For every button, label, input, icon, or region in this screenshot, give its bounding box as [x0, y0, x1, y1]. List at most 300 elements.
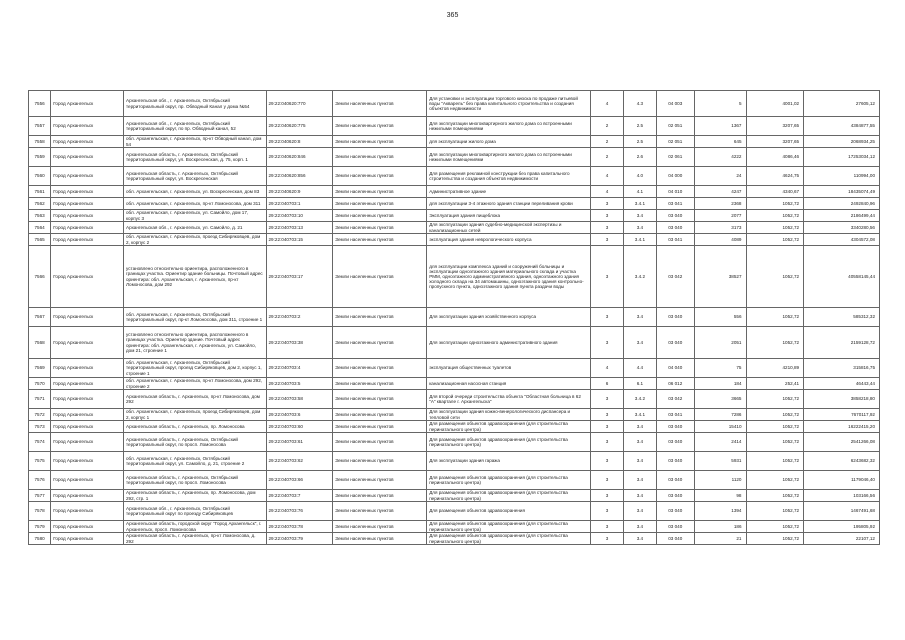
use-code-cell: 03 040	[656, 327, 694, 359]
specific-value-cell: 1052,72	[746, 246, 804, 308]
cadastral-number-cell: 29:22:040703:2	[266, 308, 333, 327]
cadastral-value-cell: 2541266,08	[804, 433, 880, 452]
municipality-cell: Город Архангельск	[51, 308, 124, 327]
specific-value-cell: 1052,72	[746, 222, 804, 234]
subgroup-cell: 3.4	[624, 452, 656, 471]
table-row	[29, 490, 880, 502]
row-number-cell: 7558	[29, 136, 51, 148]
use-code-cell: 03 042	[656, 246, 694, 308]
area-cell: 556	[694, 308, 746, 327]
specific-value-cell: 1052,72	[746, 210, 804, 222]
table-row	[29, 390, 880, 409]
specific-value-cell: 4001,02	[746, 91, 804, 117]
specific-value-cell: 1052,72	[746, 490, 804, 502]
table-row	[29, 452, 880, 471]
use-code-cell: 02 061	[656, 148, 694, 167]
use-code-cell: 03 042	[656, 390, 694, 409]
subgroup-cell: 3.4	[624, 521, 656, 533]
group-cell: 2	[590, 148, 623, 167]
cadastral-number-cell: 29:22:040620:9	[266, 186, 333, 198]
table-row	[29, 198, 880, 210]
cadastral-value-cell: 40558145,44	[804, 246, 880, 308]
area-cell: 2368	[694, 198, 746, 210]
specific-value-cell: 1052,72	[746, 433, 804, 452]
subgroup-cell: 2.5	[624, 117, 656, 136]
permitted-use-cell: Для размещения объектов здравоохранения (для строительства перинатального центра)	[427, 490, 591, 502]
row-number-cell: 7570	[29, 378, 51, 390]
permitted-use-cell: Для размещения рекламной конструкции без права капитального строительства и создания объектов недвижимости	[427, 167, 591, 186]
row-number-cell: 7574	[29, 433, 51, 452]
permitted-use-cell: Для эксплуатации здания хозяйственного корпуса	[427, 308, 591, 327]
group-cell: 4	[590, 359, 623, 378]
subgroup-cell: 3.4	[624, 502, 656, 521]
land-category-cell: Земли населенных пунктов	[333, 327, 427, 359]
municipality-cell: Город Архангельск	[51, 490, 124, 502]
row-number-cell: 7575	[29, 452, 51, 471]
cadastral-number-cell: 29:22:040703:17	[266, 246, 333, 308]
land-category-cell: Земли населенных пунктов	[333, 433, 427, 452]
address-cell: обл. Архангельская, г. Архангельск, ул. Самойло, дом 17, корпус 3	[124, 210, 267, 222]
municipality-cell: Город Архангельск	[51, 117, 124, 136]
land-category-cell: Земли населенных пунктов	[333, 186, 427, 198]
cadastral-number-cell: 29:22:040620:856	[266, 167, 333, 186]
use-code-cell: 04 000	[656, 167, 694, 186]
cadastral-number-cell: 29:22:040703:5	[266, 378, 333, 390]
cadastral-value-cell: 7670117,92	[804, 409, 880, 421]
area-cell: 2414	[694, 433, 746, 452]
area-cell: 645	[694, 136, 746, 148]
permitted-use-cell: Для размещения объектов здравоохранения (для строительства перинатального центра)	[427, 521, 591, 533]
cadastral-number-cell: 29:22:040703:15	[266, 234, 333, 246]
row-number-cell: 7562	[29, 198, 51, 210]
permitted-use-cell: Для установки и эксплуатации торгового киоска по продаже питьевой воды "Акварель" без права капитального строительства и создания объектов недвижимости	[427, 91, 591, 117]
specific-value-cell: 1052,72	[746, 327, 804, 359]
permitted-use-cell: для эксплуатации жилого дома	[427, 136, 591, 148]
subgroup-cell: 3.4	[624, 421, 656, 433]
permitted-use-cell: эксплуатация общественных туалетов	[427, 359, 591, 378]
cadastral-value-cell: 110994,00	[804, 167, 880, 186]
area-cell: 4089	[694, 234, 746, 246]
group-cell: 4	[590, 91, 623, 117]
group-cell: 3	[590, 533, 623, 545]
subgroup-cell: 3.4	[624, 471, 656, 490]
cadastral-value-cell: 103166,56	[804, 490, 880, 502]
cadastral-number-cell: 29:22:040703:6	[266, 409, 333, 421]
cadastral-number-cell: 29:22:040703:60	[266, 421, 333, 433]
permitted-use-cell: эксплуатация здания неврологического корпуса	[427, 234, 591, 246]
subgroup-cell: 3.4	[624, 222, 656, 234]
group-cell: 3	[590, 452, 623, 471]
land-category-cell: Земли населенных пунктов	[333, 222, 427, 234]
use-code-cell: 04 003	[656, 91, 694, 117]
table-row	[29, 246, 880, 308]
cadastral-number-cell: 29:22:040703:1	[266, 198, 333, 210]
row-number-cell: 7576	[29, 471, 51, 490]
cadastral-value-cell: 3858218,80	[804, 390, 880, 409]
cadastral-number-cell: 29:22:040703:10	[266, 210, 333, 222]
land-category-cell: Земли населенных пунктов	[333, 521, 427, 533]
subgroup-cell: 3.4.1	[624, 409, 656, 421]
municipality-cell: Город Архангельск	[51, 390, 124, 409]
group-cell: 2	[590, 136, 623, 148]
group-cell: 3	[590, 327, 623, 359]
subgroup-cell: 3.4	[624, 533, 656, 545]
cadastral-value-cell: 16222415,20	[804, 421, 880, 433]
land-category-cell: Земли населенных пунктов	[333, 378, 427, 390]
area-cell: 1120	[694, 471, 746, 490]
address-cell: Архангельская область, г. Архангельск, Октябрьский территориальный округ, ул. Воскресенская, д. 75, корп. 1	[124, 148, 267, 167]
address-cell: обл. Архангельская, г. Архангельск, проезд Сибиряковцев, дом 2, корпус 1	[124, 409, 267, 421]
table-row	[29, 308, 880, 327]
cadastral-number-cell: 29:22:040703:4	[266, 359, 333, 378]
subgroup-cell: 4.1	[624, 186, 656, 198]
table-row	[29, 222, 880, 234]
address-cell: обл. Архангельская, г. Архангельск, Октябрьский территориальный округ, пр-кт Ломоносова, дом 311, строение 1	[124, 308, 267, 327]
row-number-cell: 7564	[29, 222, 51, 234]
cadastral-value-table	[28, 90, 880, 545]
area-cell: 98	[694, 490, 746, 502]
permitted-use-cell: Административное здание	[427, 186, 591, 198]
land-category-cell: Земли населенных пунктов	[333, 490, 427, 502]
row-number-cell: 7569	[29, 359, 51, 378]
table-row	[29, 502, 880, 521]
cadastral-value-cell: 195805,92	[804, 521, 880, 533]
group-cell: 3	[590, 308, 623, 327]
subgroup-cell: 3.4.1	[624, 234, 656, 246]
use-code-cell: 04 010	[656, 186, 694, 198]
land-category-cell: Земли населенных пунктов	[333, 136, 427, 148]
area-cell: 21	[694, 533, 746, 545]
area-cell: 24	[694, 167, 746, 186]
group-cell: 3	[590, 421, 623, 433]
subgroup-cell: 6.1	[624, 378, 656, 390]
address-cell: обл. Архангельская, г. Архангельск, ул. Воскресенская, дом 83	[124, 186, 267, 198]
specific-value-cell: 1052,72	[746, 234, 804, 246]
specific-value-cell: 1052,72	[746, 390, 804, 409]
area-cell: 5931	[694, 452, 746, 471]
municipality-cell: Город Архангельск	[51, 198, 124, 210]
area-cell: 7286	[694, 409, 746, 421]
cadastral-value-cell: 22107,12	[804, 533, 880, 545]
table-row	[29, 234, 880, 246]
municipality-cell: Город Архангельск	[51, 136, 124, 148]
address-cell: Архангельская обл., г. Архангельск, Октябрьский территориальный округ, по пр. Обводный канал, 52	[124, 117, 267, 136]
cadastral-number-cell: 29:22:040703:66	[266, 471, 333, 490]
land-category-cell: Земли населенных пунктов	[333, 234, 427, 246]
cadastral-number-cell: 29:22:040703:78	[266, 521, 333, 533]
table-row	[29, 521, 880, 533]
area-cell: 3173	[694, 222, 746, 234]
table-row	[29, 378, 880, 390]
group-cell: 3	[590, 222, 623, 234]
address-cell: обл. Архангельская, г. Архангельск, проезд Сибиряковцев, дом 2, корпус 2	[124, 234, 267, 246]
cadastral-value-cell: 2492840,96	[804, 198, 880, 210]
land-category-cell: Земли населенных пунктов	[333, 210, 427, 222]
land-category-cell: Земли населенных пунктов	[333, 421, 427, 433]
permitted-use-cell: Для эксплуатации одноэтажного административного здания	[427, 327, 591, 359]
use-code-cell: 03 040	[656, 421, 694, 433]
specific-value-cell: 1052,72	[746, 452, 804, 471]
subgroup-cell: 3.4	[624, 490, 656, 502]
specific-value-cell: 4624,75	[746, 167, 804, 186]
permitted-use-cell: Для размещения объектов здравоохранения (для строительства перинатального центра)	[427, 471, 591, 490]
municipality-cell: Город Архангельск	[51, 378, 124, 390]
municipality-cell: Город Архангельск	[51, 452, 124, 471]
subgroup-cell: 3.4	[624, 433, 656, 452]
municipality-cell: Город Архангельск	[51, 210, 124, 222]
specific-value-cell: 1052,72	[746, 409, 804, 421]
row-number-cell: 7560	[29, 167, 51, 186]
municipality-cell: Город Архангельск	[51, 359, 124, 378]
permitted-use-cell: Для размещения объектов здравоохранения (для строительства перинатального центра)	[427, 433, 591, 452]
address-cell: обл. Архангельская, г. Архангельск, пр-кт Ломоносова, дом 292, строение 2	[124, 378, 267, 390]
address-cell: обл. Архангельская, г. Архангельск, пр-кт Ломоносова, дом 311	[124, 198, 267, 210]
specific-value-cell: 4086,46	[746, 148, 804, 167]
municipality-cell: Город Архангельск	[51, 246, 124, 308]
address-cell: Архангельская область, г. Архангельск, пр. Ломоносова	[124, 421, 267, 433]
land-category-cell: Земли населенных пунктов	[333, 308, 427, 327]
group-cell: 3	[590, 521, 623, 533]
cadastral-value-cell: 1467491,68	[804, 502, 880, 521]
land-category-cell: Земли населенных пунктов	[333, 452, 427, 471]
land-category-cell: Земли населенных пунктов	[333, 246, 427, 308]
group-cell: 3	[590, 490, 623, 502]
address-cell: обл. Архангельская, г. Архангельск, Октябрьский территориальный округ, ул. Самойло, д. 21, строение 2	[124, 452, 267, 471]
address-cell: Архангельская область, г. Архангельск, пр. Ломоносова, дом 292, стр. 1	[124, 490, 267, 502]
row-number-cell: 7572	[29, 409, 51, 421]
permitted-use-cell: Для эксплуатации многоквартирного жилого дома со встроенными нежилыми помещениями	[427, 117, 591, 136]
subgroup-cell: 2.6	[624, 148, 656, 167]
cadastral-value-cell: 6243682,32	[804, 452, 880, 471]
permitted-use-cell: для эксплуатации 3-4 этажного здания станции переливания крови	[427, 198, 591, 210]
area-cell: 4247	[694, 186, 746, 198]
table-row	[29, 433, 880, 452]
group-cell: 3	[590, 409, 623, 421]
subgroup-cell: 2.5	[624, 136, 656, 148]
row-number-cell: 7573	[29, 421, 51, 433]
cadastral-value-cell: 27605,12	[804, 91, 880, 117]
address-cell: Архангельская область, г. Архангельск, пр-кт Ломоносова, д. 292	[124, 533, 267, 545]
area-cell: 38527	[694, 246, 746, 308]
use-code-cell: 03 040	[656, 533, 694, 545]
use-code-cell: 03 041	[656, 234, 694, 246]
use-code-cell: 03 040	[656, 308, 694, 327]
address-cell: Архангельская обл., г. Архангельск, Октябрьский территориальный округ, пр. Обводный Канал у дома №54	[124, 91, 267, 117]
table-row	[29, 148, 880, 167]
group-cell: 3	[590, 246, 623, 308]
table-row	[29, 186, 880, 198]
municipality-cell: Город Архангельск	[51, 186, 124, 198]
table-row	[29, 327, 880, 359]
group-cell: 4	[590, 167, 623, 186]
address-cell: установлено относительно ориентира, расположенного в границах участка. Ориентир здание больницы. Почтовый адрес ориентира: обл. Архангельская, г. Архангельск, пр-кт Ломоносова, дом 292	[124, 246, 267, 308]
permitted-use-cell: канализационная насосная станция	[427, 378, 591, 390]
row-number-cell: 7580	[29, 533, 51, 545]
municipality-cell: Город Архангельск	[51, 148, 124, 167]
row-number-cell: 7556	[29, 91, 51, 117]
use-code-cell: 03 040	[656, 471, 694, 490]
table-row	[29, 359, 880, 378]
row-number-cell: 7579	[29, 521, 51, 533]
group-cell: 3	[590, 198, 623, 210]
table-row	[29, 421, 880, 433]
specific-value-cell: 1052,72	[746, 533, 804, 545]
permitted-use-cell: Для эксплуатации здания кожно-венерологического диспансера и тепловой сети	[427, 409, 591, 421]
cadastral-value-cell: 3340280,56	[804, 222, 880, 234]
cadastral-number-cell: 29:22:040703:62	[266, 452, 333, 471]
row-number-cell: 7566	[29, 246, 51, 308]
cadastral-number-cell: 29:22:040703:13	[266, 222, 333, 234]
municipality-cell: Город Архангельск	[51, 521, 124, 533]
group-cell: 4	[590, 186, 623, 198]
cadastral-value-cell: 315816,75	[804, 359, 880, 378]
municipality-cell: Город Архангельск	[51, 433, 124, 452]
row-number-cell: 7559	[29, 148, 51, 167]
address-cell: Архангельская область, г. Архангельск, пр-кт Ломоносова, дом 292	[124, 390, 267, 409]
land-category-cell: Земли населенных пунктов	[333, 502, 427, 521]
land-category-cell: Земли населенных пунктов	[333, 117, 427, 136]
page-number: 365	[446, 12, 459, 19]
row-number-cell: 7577	[29, 490, 51, 502]
table-row	[29, 91, 880, 117]
area-cell: 1367	[694, 117, 746, 136]
specific-value-cell: 4210,89	[746, 359, 804, 378]
row-number-cell: 7565	[29, 234, 51, 246]
municipality-cell: Город Архангельск	[51, 222, 124, 234]
permitted-use-cell: Эксплуатация здания пищеблока	[427, 210, 591, 222]
group-cell: 3	[590, 471, 623, 490]
cadastral-number-cell: 29:22:040620:846	[266, 148, 333, 167]
cadastral-value-cell: 17253034,12	[804, 148, 880, 167]
land-category-cell: Земли населенных пунктов	[333, 148, 427, 167]
area-cell: 4222	[694, 148, 746, 167]
cadastral-value-cell: 18435074,49	[804, 186, 880, 198]
table-row	[29, 210, 880, 222]
municipality-cell: Город Архангельск	[51, 234, 124, 246]
area-cell: 15410	[694, 421, 746, 433]
subgroup-cell: 4.4	[624, 359, 656, 378]
municipality-cell: Город Архангельск	[51, 421, 124, 433]
municipality-cell: Город Архангельск	[51, 502, 124, 521]
row-number-cell: 7568	[29, 327, 51, 359]
permitted-use-cell: Для второй очереди строительства объекта "Областная больница в 62 "А" квартале г. Архангельска"	[427, 390, 591, 409]
area-cell: 186	[694, 521, 746, 533]
subgroup-cell: 3.4	[624, 308, 656, 327]
subgroup-cell: 4.0	[624, 167, 656, 186]
group-cell: 6	[590, 378, 623, 390]
permitted-use-cell: Для эксплуатации здания гаража	[427, 452, 591, 471]
address-cell: Архангельская область, г. Архангельск, Октябрьский территориальный округ, по просп. Ломоносова	[124, 471, 267, 490]
specific-value-cell: 4340,67	[746, 186, 804, 198]
group-cell: 3	[590, 433, 623, 452]
row-number-cell: 7563	[29, 210, 51, 222]
cadastral-value-cell: 4304572,08	[804, 234, 880, 246]
cadastral-value-cell: 2186499,44	[804, 210, 880, 222]
row-number-cell: 7571	[29, 390, 51, 409]
municipality-cell: Город Архангельск	[51, 167, 124, 186]
address-cell: Архангельская обл., г. Архангельск, Октябрьский территориальный округ по проезду Сибиряковцев	[124, 502, 267, 521]
table-row	[29, 117, 880, 136]
subgroup-cell: 4.3	[624, 91, 656, 117]
table-row	[29, 136, 880, 148]
cadastral-number-cell: 29:22:040620:775	[266, 117, 333, 136]
specific-value-cell: 1052,72	[746, 521, 804, 533]
table-row	[29, 533, 880, 545]
cadastral-number-cell: 29:22:040620:770	[266, 91, 333, 117]
cadastral-number-cell: 29:22:040703:7	[266, 490, 333, 502]
address-cell: обл. Архангельская, г. Архангельск, пр-кт Обводный канал, дом 54	[124, 136, 267, 148]
table-row	[29, 471, 880, 490]
permitted-use-cell: Для эксплуатации многоквартирного жилого дома со встроенными нежилыми помещениями	[427, 148, 591, 167]
cadastral-number-cell: 29:22:040703:76	[266, 502, 333, 521]
use-code-cell: 04 040	[656, 359, 694, 378]
cadastral-value-cell: 585312,32	[804, 308, 880, 327]
permitted-use-cell: Для эксплуатации здания судебно-медицинской экспертизы и канализационных сетей	[427, 222, 591, 234]
area-cell: 5	[694, 91, 746, 117]
land-category-cell: Земли населенных пунктов	[333, 91, 427, 117]
cadastral-number-cell: 29:22:040620:8	[266, 136, 333, 148]
specific-value-cell: 3207,65	[746, 136, 804, 148]
permitted-use-cell: для эксплуатации комплекса зданий и сооружений больницы и эксплуатации одноэтажного здания материального склада и участка РММ, одноэтажного административного здания, одноэтажного здания холодного склада на 34 автомашины, одноэтажного здания контрольно-пропускного пункта, одноэтажного здания пункта раздачи воды	[427, 246, 591, 308]
permitted-use-cell: Для размещения объектов здравоохранения	[427, 502, 591, 521]
specific-value-cell: 1052,72	[746, 308, 804, 327]
cadastral-value-cell: 4384877,55	[804, 117, 880, 136]
row-number-cell: 7578	[29, 502, 51, 521]
address-cell: обл. Архангельская, г. Архангельск, Октябрьский территориальный округ, проезд Сибиряковцев, дом 2, корпус 1, строение 1	[124, 359, 267, 378]
area-cell: 184	[694, 378, 746, 390]
subgroup-cell: 3.4	[624, 210, 656, 222]
area-cell: 3665	[694, 390, 746, 409]
subgroup-cell: 3.4.1	[624, 198, 656, 210]
address-cell: Архангельская область, г. Архангельск, Октябрьский территориальный округ, ул. Воскресенская	[124, 167, 267, 186]
land-category-cell: Земли населенных пунктов	[333, 198, 427, 210]
use-code-cell: 03 040	[656, 452, 694, 471]
table-row	[29, 409, 880, 421]
specific-value-cell: 1052,72	[746, 198, 804, 210]
area-cell: 75	[694, 359, 746, 378]
use-code-cell: 03 041	[656, 198, 694, 210]
table-row	[29, 167, 880, 186]
use-code-cell: 02 051	[656, 117, 694, 136]
group-cell: 3	[590, 210, 623, 222]
group-cell: 3	[590, 234, 623, 246]
land-category-cell: Земли населенных пунктов	[333, 167, 427, 186]
use-code-cell: 02 051	[656, 136, 694, 148]
row-number-cell: 7567	[29, 308, 51, 327]
subgroup-cell: 3.4.2	[624, 246, 656, 308]
specific-value-cell: 3207,65	[746, 117, 804, 136]
land-category-cell: Земли населенных пунктов	[333, 359, 427, 378]
cadastral-number-cell: 29:22:040703:79	[266, 533, 333, 545]
use-code-cell: 03 040	[656, 502, 694, 521]
cadastral-number-cell: 29:22:040703:58	[266, 390, 333, 409]
row-number-cell: 7557	[29, 117, 51, 136]
use-code-cell: 03 040	[656, 490, 694, 502]
specific-value-cell: 1052,72	[746, 421, 804, 433]
cadastral-value-cell: 46443,44	[804, 378, 880, 390]
use-code-cell: 03 040	[656, 222, 694, 234]
use-code-cell: 03 040	[656, 521, 694, 533]
group-cell: 3	[590, 502, 623, 521]
land-category-cell: Земли населенных пунктов	[333, 409, 427, 421]
row-number-cell: 7561	[29, 186, 51, 198]
permitted-use-cell: Для размещения объектов здравоохранения (для строительства перинатального центра)	[427, 421, 591, 433]
cadastral-number-cell: 29:22:040703:38	[266, 327, 333, 359]
municipality-cell: Город Архангельск	[51, 409, 124, 421]
municipality-cell: Город Архангельск	[51, 533, 124, 545]
use-code-cell: 03 041	[656, 409, 694, 421]
subgroup-cell: 3.4	[624, 327, 656, 359]
